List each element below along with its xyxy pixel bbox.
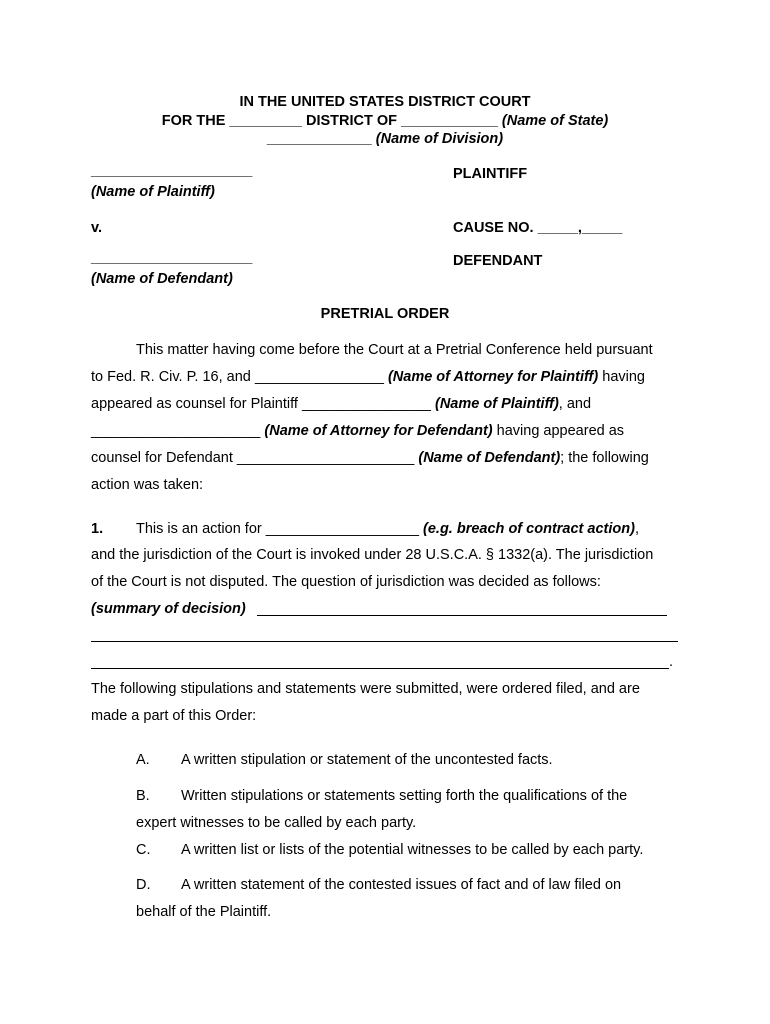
- item-1-line-3: of the Court is not disputed. The question of jurisdiction was decided as follows:: [91, 574, 601, 590]
- attorney-plaintiff-blank[interactable]: ________________: [254, 369, 384, 385]
- defendant-name-placeholder: (Name of Defendant): [91, 271, 233, 287]
- court-heading: IN THE UNITED STATES DISTRICT COURT: [239, 94, 531, 110]
- division-line: [0, 131, 770, 147]
- state-placeholder: (Name of State): [501, 113, 609, 129]
- plaintiff-name-placeholder: (Name of Plaintiff): [91, 184, 215, 200]
- plaintiff-name-inline-placeholder: (Name of Plaintiff): [435, 396, 559, 412]
- versus-label: v.: [91, 220, 103, 236]
- intro-line-6: action was taken:: [91, 477, 204, 493]
- intro-text: having: [602, 369, 645, 385]
- defendant-name-blank[interactable]: ______________________: [236, 450, 415, 466]
- item-a-letter: A.: [136, 752, 150, 768]
- district-blank[interactable]: _________: [229, 113, 302, 129]
- action-type-placeholder: (e.g. breach of contract action): [423, 521, 635, 537]
- summary-blank-line-3[interactable]: [91, 668, 669, 669]
- intro-text: counsel for Defendant: [91, 450, 233, 466]
- item-c-letter: C.: [136, 842, 151, 858]
- stipulations-intro-line-2: made a part of this Order:: [91, 708, 257, 724]
- intro-text: ; the following: [560, 450, 649, 466]
- stipulations-intro-line-1: The following stipulations and statements were submitted, were ordered filed, and are: [91, 681, 640, 697]
- plaintiff-name-blank[interactable]: ________________: [301, 396, 431, 412]
- division-blank[interactable]: _____________: [266, 131, 372, 147]
- intro-line-1: This matter having come before the Court at a Pretrial Conference held pursuant: [136, 342, 653, 358]
- state-blank[interactable]: ____________: [401, 113, 498, 129]
- item-d-text-line-1: A written statement of the contested issues of fact and of law filed on: [181, 877, 622, 893]
- district-of-label: DISTRICT OF: [306, 113, 398, 129]
- item-b-text-line-2: expert witnesses to be called by each party.: [136, 815, 417, 831]
- item-1-line-2: and the jurisdiction of the Court is invoked under 28 U.S.C.A. § 1332(a). The jurisdiction: [91, 547, 654, 563]
- defendant-blank[interactable]: ____________________: [91, 250, 253, 266]
- item-1-text: ,: [634, 521, 639, 537]
- item-1-number: 1.: [91, 521, 104, 537]
- intro-line-2: [91, 369, 645, 385]
- item-b-letter: B.: [136, 788, 150, 804]
- cause-number[interactable]: CAUSE NO. _____,_____: [453, 220, 623, 236]
- item-c-text: A written list or lists of the potential witnesses to be called by each party.: [181, 842, 644, 858]
- summary-blank-line-1[interactable]: [257, 615, 667, 616]
- for-the-label: FOR THE: [161, 113, 226, 129]
- defendant-label: DEFENDANT: [453, 253, 543, 269]
- summary-blank-line-2[interactable]: [91, 641, 678, 642]
- defendant-name-inline-placeholder: (Name of Defendant): [418, 450, 561, 466]
- attorney-defendant-blank[interactable]: _____________________: [91, 423, 261, 439]
- item-b-text-line-1: Written stipulations or statements setting forth the qualifications of the: [181, 788, 628, 804]
- item-1-text: This is an action for: [136, 521, 262, 537]
- plaintiff-label: PLAINTIFF: [453, 166, 528, 182]
- intro-line-5: [91, 450, 649, 466]
- item-1-line-1: [136, 521, 639, 537]
- intro-text: appeared as counsel for Plaintiff: [91, 396, 298, 412]
- item-d-text-line-2: behalf of the Plaintiff.: [136, 904, 272, 920]
- item-d-letter: D.: [136, 877, 151, 893]
- intro-text: , and: [558, 396, 592, 412]
- attorney-defendant-placeholder: (Name of Attorney for Defendant): [264, 423, 493, 439]
- plaintiff-blank[interactable]: ____________________: [91, 163, 253, 179]
- district-line: [0, 113, 770, 129]
- item-a-text: A written stipulation or statement of the uncontested facts.: [181, 752, 553, 768]
- intro-text: having appeared as: [496, 423, 625, 439]
- summary-end-period: .: [669, 654, 674, 670]
- division-placeholder: (Name of Division): [375, 131, 504, 147]
- attorney-plaintiff-placeholder: (Name of Attorney for Plaintiff): [387, 369, 599, 385]
- summary-of-decision-label: (summary of decision): [91, 601, 246, 617]
- intro-line-4: [91, 423, 624, 439]
- intro-text: to Fed. R. Civ. P. 16, and: [91, 369, 251, 385]
- document-title: PRETRIAL ORDER: [320, 306, 450, 322]
- intro-line-3: [91, 396, 591, 412]
- action-type-blank[interactable]: ___________________: [265, 521, 419, 537]
